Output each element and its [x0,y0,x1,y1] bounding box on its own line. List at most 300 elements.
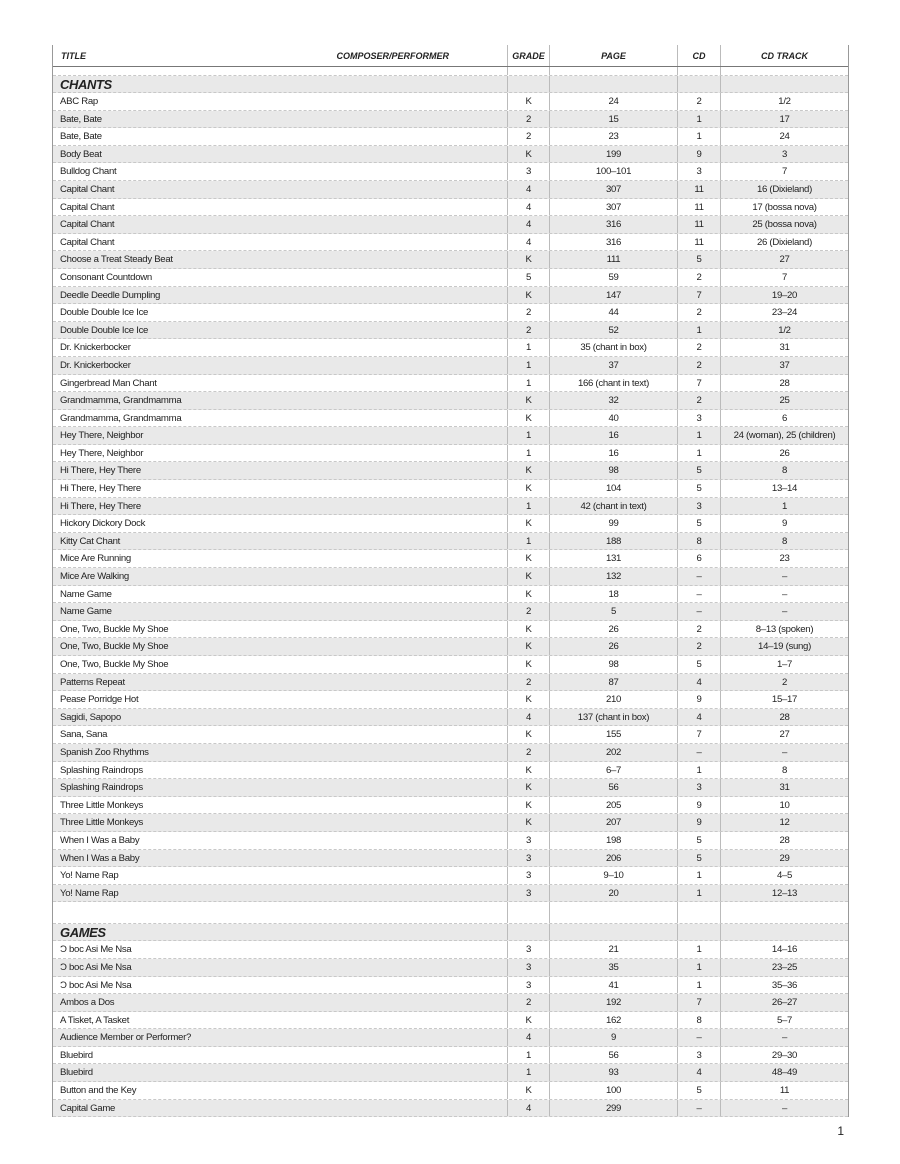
row-grade: K [507,146,549,163]
row-track: 23 [720,550,848,567]
row-composer [253,621,507,638]
row-grade: 1 [507,533,549,550]
row-composer [253,269,507,286]
row-cd: 3 [677,779,720,796]
row-cd: 11 [677,199,720,216]
row-title: One, Two, Buckle My Shoe [60,623,169,635]
row-composer [253,603,507,620]
section-spacer [53,902,848,924]
table-row [53,1064,848,1082]
row-grade: 1 [507,375,549,392]
row-title: Hi There, Hey There [60,465,141,477]
row-grade: 1 [507,357,549,374]
row-grade: 4 [507,709,549,726]
row-grade: 5 [507,269,549,286]
row-cd: 2 [677,339,720,356]
row-cd: 1 [677,445,720,462]
row-track: 28 [720,375,848,392]
table-row [53,832,848,850]
row-page: 52 [549,322,677,339]
row-cd: 2 [677,93,720,110]
row-composer [253,445,507,462]
row-grade: K [507,797,549,814]
row-page: 26 [549,621,677,638]
row-track: 3 [720,146,848,163]
row-grade: K [507,550,549,567]
row-track: 11 [720,1082,848,1099]
row-page: 104 [549,480,677,497]
row-title: Hey There, Neighbor [60,447,144,459]
row-cd: 4 [677,674,720,691]
row-title: Bate, Bate [60,113,102,125]
row-track: 12–13 [720,885,848,902]
row-title: Hey There, Neighbor [60,430,144,442]
row-title: Ɔ boc Asi Me Nsa [60,944,132,956]
row-track: 27 [720,726,848,743]
row-page: 111 [549,251,677,268]
row-track: 1–7 [720,656,848,673]
row-composer [253,744,507,761]
row-cd: 5 [677,515,720,532]
row-track: 27 [720,251,848,268]
row-track: 19–20 [720,287,848,304]
row-grade: 3 [507,941,549,958]
row-title: Hickory Dickory Dock [60,518,146,530]
table-header [53,45,848,67]
row-composer [253,339,507,356]
row-cd: 1 [677,867,720,884]
row-cd: 7 [677,375,720,392]
row-track: 28 [720,832,848,849]
row-composer [253,216,507,233]
row-track: 31 [720,779,848,796]
row-grade: K [507,762,549,779]
row-track: 17 [720,111,848,128]
table-row [53,726,848,744]
table-row [53,199,848,217]
row-composer [253,994,507,1011]
row-grade: K [507,691,549,708]
row-cd: 2 [677,304,720,321]
row-title: Ɔ boc Asi Me Nsa [60,979,132,991]
table-row [53,498,848,516]
row-cd: 5 [677,1082,720,1099]
row-track: 25 (bossa nova) [720,216,848,233]
table-row [53,339,848,357]
row-composer [253,146,507,163]
row-title: Ɔ boc Asi Me Nsa [60,961,132,973]
row-composer [253,234,507,251]
table-row [53,1012,848,1030]
row-composer [253,515,507,532]
row-title: Three Little Monkeys [60,817,144,829]
table-row [53,779,848,797]
row-title: When I Was a Baby [60,852,140,864]
header-cd: CD [677,45,720,66]
row-title: Spanish Zoo Rhythms [60,746,149,758]
row-track: 29 [720,850,848,867]
row-cd: 8 [677,1012,720,1029]
row-composer [253,199,507,216]
row-grade: 3 [507,977,549,994]
row-page: 299 [549,1100,677,1117]
row-cd: 1 [677,977,720,994]
row-composer [253,111,507,128]
row-track: 8–13 (spoken) [720,621,848,638]
table-row [53,550,848,568]
row-title: Gingerbread Man Chant [60,377,157,389]
row-grade: 3 [507,832,549,849]
table-row [53,797,848,815]
row-page: 131 [549,550,677,567]
row-title: Bulldog Chant [60,166,117,178]
row-cd: 5 [677,251,720,268]
row-composer [253,867,507,884]
row-title: When I Was a Baby [60,834,140,846]
row-grade: 4 [507,234,549,251]
row-page: 210 [549,691,677,708]
row-cd: 3 [677,498,720,515]
row-page: 98 [549,656,677,673]
row-title: Hi There, Hey There [60,500,141,512]
row-page: 307 [549,181,677,198]
row-page: 59 [549,269,677,286]
table-row [53,1100,848,1118]
row-cd: 1 [677,762,720,779]
section-title: GAMES [60,925,106,941]
row-page: 20 [549,885,677,902]
row-title: Ambos a Dos [60,997,115,1009]
row-page: 21 [549,941,677,958]
row-track: 35–36 [720,977,848,994]
header-track: CD TRACK [720,45,848,66]
row-grade: K [507,621,549,638]
row-cd: 7 [677,287,720,304]
row-cd: 3 [677,410,720,427]
row-cd: – [677,586,720,603]
row-composer [253,674,507,691]
row-page: 24 [549,93,677,110]
row-composer [253,726,507,743]
row-composer [253,410,507,427]
row-composer [253,656,507,673]
row-track: 14–19 (sung) [720,638,848,655]
table-row [53,375,848,393]
row-composer [253,427,507,444]
row-track: 37 [720,357,848,374]
row-track: 8 [720,762,848,779]
row-composer [253,1029,507,1046]
row-title: Deedle Deedle Dumpling [60,289,161,301]
row-composer [253,709,507,726]
row-track: 15–17 [720,691,848,708]
table-row [53,93,848,111]
row-composer [253,128,507,145]
table-row [53,638,848,656]
row-cd: 5 [677,850,720,867]
row-grade: 1 [507,445,549,462]
row-page: 137 (chant in box) [549,709,677,726]
row-track: – [720,1029,848,1046]
row-composer [253,480,507,497]
header-page: PAGE [549,45,677,66]
row-composer [253,885,507,902]
row-grade: K [507,814,549,831]
row-track: 23–24 [720,304,848,321]
row-composer [253,762,507,779]
table-row [53,392,848,410]
row-track: – [720,568,848,585]
row-title: A Tisket, A Tasket [60,1014,130,1026]
table-row [53,234,848,252]
row-grade: K [507,638,549,655]
row-page: 9 [549,1029,677,1046]
row-composer [253,586,507,603]
row-title: Dr. Knickerbocker [60,359,131,371]
table-row [53,603,848,621]
row-composer [253,533,507,550]
row-cd: 9 [677,146,720,163]
row-composer [253,357,507,374]
row-cd: – [677,603,720,620]
row-composer [253,1064,507,1081]
row-title: Grandmamma, Grandmamma [60,395,182,407]
row-track: 4–5 [720,867,848,884]
table-row [53,867,848,885]
row-composer [253,1012,507,1029]
row-title: Consonant Countdown [60,271,152,283]
row-grade: 2 [507,603,549,620]
row-track: 7 [720,163,848,180]
row-grade: 2 [507,111,549,128]
row-title: Bate, Bate [60,131,102,143]
row-grade: 3 [507,850,549,867]
row-cd: 1 [677,111,720,128]
row-page: 316 [549,234,677,251]
table-row [53,994,848,1012]
row-cd: 2 [677,638,720,655]
row-title: Kitty Cat Chant [60,535,121,547]
row-title: Sagidi, Sapopo [60,711,121,723]
row-cd: 5 [677,462,720,479]
row-page: 40 [549,410,677,427]
row-track: 8 [720,462,848,479]
row-track: – [720,1100,848,1117]
row-page: 16 [549,445,677,462]
row-page: 307 [549,199,677,216]
table-row [53,216,848,234]
row-cd: – [677,1100,720,1117]
row-title: Bluebird [60,1067,93,1079]
row-cd: 1 [677,941,720,958]
row-page: 99 [549,515,677,532]
row-page: 206 [549,850,677,867]
row-composer [253,779,507,796]
table-row [53,515,848,533]
row-composer [253,977,507,994]
table-row [53,427,848,445]
row-track: 10 [720,797,848,814]
row-page: 155 [549,726,677,743]
section-heading [53,924,848,941]
table-row [53,357,848,375]
row-grade: 4 [507,1029,549,1046]
row-composer [253,251,507,268]
page-number: 1 [837,1124,844,1138]
row-page: 316 [549,216,677,233]
row-cd: 4 [677,709,720,726]
row-cd: – [677,744,720,761]
row-page: 26 [549,638,677,655]
row-title: Patterns Repeat [60,676,125,688]
row-track: 48–49 [720,1064,848,1081]
row-cd: 2 [677,357,720,374]
table-row [53,304,848,322]
row-grade: 2 [507,744,549,761]
row-cd: 1 [677,128,720,145]
row-track: 16 (Dixieland) [720,181,848,198]
row-title: Yo! Name Rap [60,870,119,882]
row-grade: 2 [507,304,549,321]
row-grade: K [507,287,549,304]
row-page: 132 [549,568,677,585]
row-title: Yo! Name Rap [60,887,119,899]
row-track: 26–27 [720,994,848,1011]
row-cd: 1 [677,427,720,444]
row-page: 5 [549,603,677,620]
table-row [53,128,848,146]
row-grade: 4 [507,181,549,198]
row-cd: 8 [677,533,720,550]
row-page: 100 [549,1082,677,1099]
row-composer [253,568,507,585]
row-page: 37 [549,357,677,374]
row-page: 41 [549,977,677,994]
row-composer [253,93,507,110]
row-page: 188 [549,533,677,550]
row-track: – [720,603,848,620]
row-track: 13–14 [720,480,848,497]
row-page: 15 [549,111,677,128]
row-track: 23–25 [720,959,848,976]
row-title: Dr. Knickerbocker [60,342,131,354]
row-track: 26 [720,445,848,462]
table-row [53,410,848,428]
row-title: Button and the Key [60,1085,137,1097]
table-row [53,709,848,727]
table-row [53,163,848,181]
header-title: TITLE [61,51,86,61]
row-cd: 2 [677,621,720,638]
table-row [53,762,848,780]
row-page: 56 [549,779,677,796]
row-page: 35 [549,959,677,976]
row-track: 24 (woman), 25 (children) [720,427,848,444]
table-row [53,959,848,977]
row-grade: 4 [507,1100,549,1117]
row-cd: 6 [677,550,720,567]
row-title: ABC Rap [60,96,98,107]
row-title: One, Two, Buckle My Shoe [60,659,169,670]
row-composer [253,1047,507,1064]
table-row [53,977,848,995]
row-title: Audience Member or Performer? [60,1032,191,1044]
row-title: Splashing Raindrops [60,782,143,794]
row-cd: 9 [677,797,720,814]
row-grade: 1 [507,427,549,444]
row-page: 147 [549,287,677,304]
row-cd: 1 [677,885,720,902]
row-grade: 4 [507,216,549,233]
row-composer [253,1100,507,1117]
header-composer: COMPOSER/PERFORMER [336,51,449,61]
section-title: CHANTS [60,77,112,92]
table-row [53,480,848,498]
row-page: 93 [549,1064,677,1081]
row-composer [253,304,507,321]
row-track: 7 [720,269,848,286]
row-track: 5–7 [720,1012,848,1029]
row-title: Grandmamma, Grandmamma [60,412,182,424]
row-grade: K [507,392,549,409]
row-cd: – [677,568,720,585]
row-grade: 1 [507,1064,549,1081]
row-page: 16 [549,427,677,444]
table-row [53,1029,848,1047]
row-track: 8 [720,533,848,550]
row-grade: K [507,779,549,796]
row-title: Double Double Ice Ice [60,307,149,319]
row-grade: 3 [507,959,549,976]
row-cd: 3 [677,1047,720,1064]
row-cd: 7 [677,994,720,1011]
row-track: – [720,586,848,603]
row-page: 98 [549,462,677,479]
table-row [53,885,848,903]
row-grade: K [507,586,549,603]
row-cd: – [677,1029,720,1046]
table-body [53,67,848,1117]
row-page: 205 [549,797,677,814]
row-grade: K [507,1012,549,1029]
row-cd: 5 [677,480,720,497]
row-grade: K [507,568,549,585]
row-composer [253,797,507,814]
table-row [53,462,848,480]
row-page: 44 [549,304,677,321]
row-title: Double Double Ice Ice [60,324,149,336]
row-page: 56 [549,1047,677,1064]
row-track: 28 [720,709,848,726]
row-page: 192 [549,994,677,1011]
table-row [53,146,848,164]
row-cd: 3 [677,163,720,180]
row-grade: K [507,462,549,479]
row-title: Capital Game [60,1102,116,1114]
row-grade: K [507,726,549,743]
row-track: 29–30 [720,1047,848,1064]
table-row [53,111,848,129]
section-heading [53,76,848,93]
row-page: 9–10 [549,867,677,884]
row-composer [253,287,507,304]
row-track: 12 [720,814,848,831]
row-track: 17 (bossa nova) [720,199,848,216]
row-title: One, Two, Buckle My Shoe [60,641,169,653]
row-grade: K [507,480,549,497]
row-title: Name Game [60,606,112,618]
row-grade: K [507,410,549,427]
